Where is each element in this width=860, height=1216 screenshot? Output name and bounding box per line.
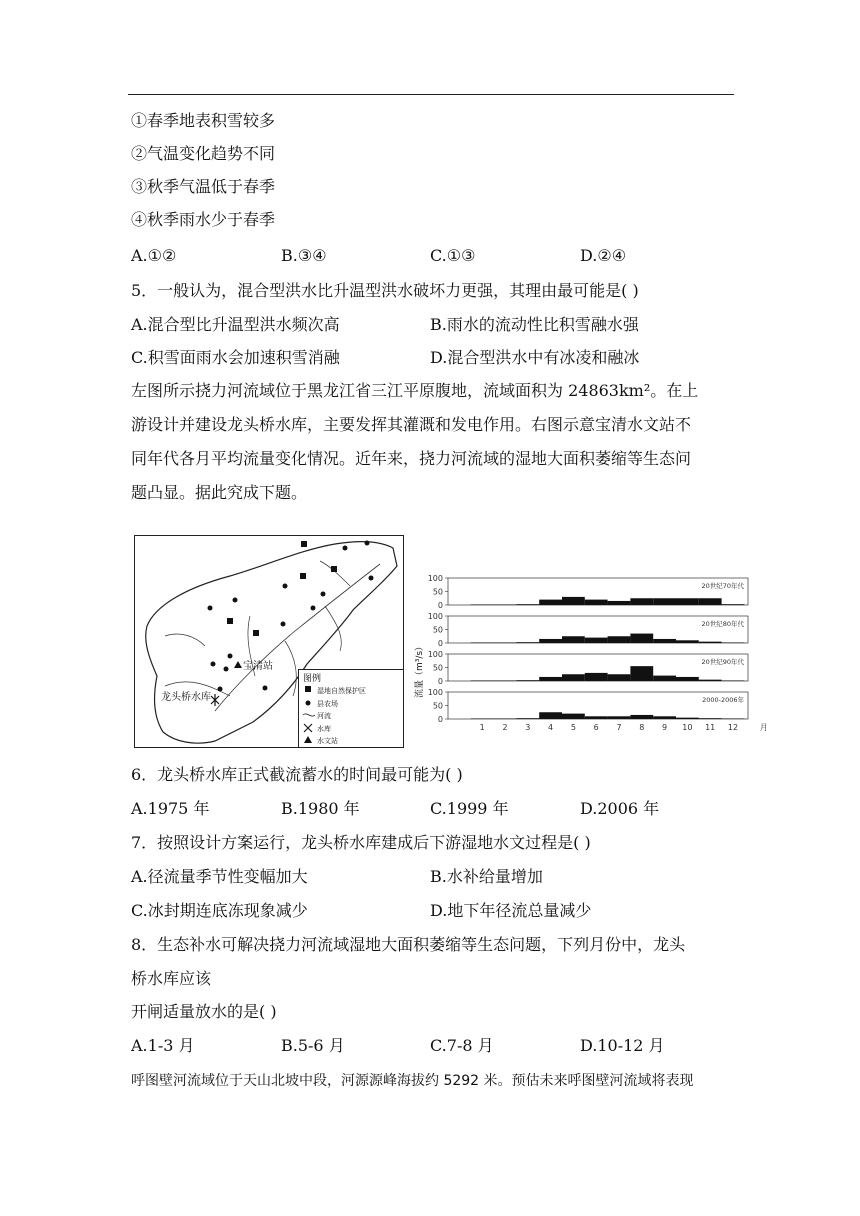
flow-bar [722,718,745,719]
flow-bar [608,601,631,605]
farm-marker [321,592,326,597]
q4-option-a[interactable]: A.①② [131,246,177,265]
q6-option-c[interactable]: C.1999 年 [430,799,509,818]
flow-bar [494,642,517,643]
next-passage: 呼图壁河流域位于天山北坡中段，河源源峰海拔约 5292 米。预估未来呼图壁河流域将表现 [131,1073,694,1089]
x-tick-label: 11 [705,723,716,732]
y-tick-label: 50 [432,701,443,711]
station-label: 宝清站 [243,661,273,672]
legend-farm-label: 县农场 [317,700,338,708]
flow-bar [676,718,699,719]
statement-4: ④秋季雨水少于春季 [131,210,276,229]
flow-bar [494,604,517,605]
reserve-marker [301,541,307,547]
reserve-marker [253,630,259,636]
flow-bar [471,642,494,643]
y-tick-label: 100 [427,574,443,583]
x-tick-label: 8 [639,723,645,732]
flow-bar [585,600,608,605]
legend-river-label: 河流 [317,712,331,720]
flow-bar [676,598,699,605]
legend-station-label: 水文站 [317,737,338,745]
q8-option-c[interactable]: C.7-8 月 [430,1036,494,1055]
x-tick-label: 10 [682,723,693,732]
farm-marker [311,606,316,611]
flow-bar [608,636,631,643]
q6-option-b[interactable]: B.1980 年 [281,799,360,818]
x-tick-label: 2 [502,723,508,732]
farm-marker [365,541,370,546]
flow-bar [539,600,562,605]
flow-bar [471,604,494,605]
q5-option-c[interactable]: C.积雪面雨水会加速积雪消融 [131,348,340,367]
x-tick-label: 6 [593,723,599,732]
q5-option-d[interactable]: D.混合型洪水中有冰凌和融冰 [430,348,640,367]
flow-bar [516,718,539,719]
intro-line-1: 左图所示挠力河流域位于黑龙江省三江平原腹地，流域面积为 24863km²。在上 [131,381,699,400]
series-name: 2000-2006年 [702,696,744,704]
flow-bar [653,676,676,681]
q4-option-b[interactable]: B.③④ [281,246,327,265]
farm-marker [343,546,348,551]
flow-bar [562,636,585,643]
x-tick-label: 1 [479,723,485,732]
x-axis-label: 月 [759,723,768,732]
flow-bar [699,680,722,681]
flow-bar [630,666,653,681]
header-rule [128,94,734,95]
y-tick-label: 50 [432,663,443,673]
flow-bar [539,712,562,719]
intro-line-3: 同年代各月平均流量变化情况。近年来，挠力河流域的湿地大面积萎缩等生态问 [131,449,692,468]
river-branch-6 [165,634,205,646]
question-5: 5．一般认为，混合型洪水比升温型洪水破坏力更强，其理由最可能是( ) [131,281,639,300]
y-tick-label: 50 [432,587,443,597]
flow-bar [516,642,539,643]
flow-bar [539,639,562,643]
farm-marker [281,622,286,627]
flow-bar [722,642,745,643]
flow-bar [630,598,653,605]
flow-bar [471,680,494,681]
reservoir-label: 龙头桥水库 [161,692,211,703]
legend-reservoir-label: 水库 [317,725,331,733]
farm-marker [211,662,216,667]
legend-station-icon [304,736,312,743]
flow-bar [699,718,722,719]
chart-panel [428,574,748,610]
hydro-station-marker [234,661,242,668]
flow-bar [516,680,539,681]
farm-marker [233,598,238,603]
q8-option-d[interactable]: D.10-12 月 [580,1036,665,1055]
legend-reserve-icon [305,686,311,692]
flow-bar [562,714,585,719]
flow-bar [699,598,722,605]
flow-bar [653,598,676,605]
flow-bar [608,716,631,719]
flow-bar [562,597,585,605]
map-legend-drawing [299,670,403,747]
farm-marker [263,686,268,691]
q4-option-d[interactable]: D.②④ [580,246,627,265]
x-tick-label: 5 [570,723,576,732]
flow-bar [539,677,562,681]
y-tick-label: 100 [427,612,443,621]
flow-bar [516,604,539,605]
flow-bar [494,718,517,719]
q7-option-c[interactable]: C.冰封期连底冻现象减少 [131,901,308,920]
chart-panel [428,650,748,686]
statement-1: ①春季地表积雪较多 [131,111,276,130]
question-8-line-2: 桥水库应该 [131,969,212,988]
river-branch-2 [285,641,296,696]
farm-marker [369,576,374,581]
y-tick-label: 50 [432,625,443,635]
q7-option-a[interactable]: A.径流量季节性变幅加大 [131,867,308,886]
legend-reservoir-icon [304,724,312,732]
farm-marker [224,667,229,672]
reserve-marker [300,573,306,579]
q5-option-b[interactable]: B.雨水的流动性比积雪融水强 [430,315,639,334]
x-tick-label: 7 [616,723,622,732]
question-6: 6．龙头桥水库正式截流蓄水的时间最可能为( ) [131,765,463,784]
flow-bar [630,634,653,643]
farm-marker [283,584,288,589]
y-tick-label: 100 [427,688,443,697]
question-8-line-1: 8．生态补水可解决挠力河流域湿地大面积萎缩等生态问题，下列月份中，龙头 [131,935,686,954]
river-branch-5 [320,561,350,586]
q5-option-a[interactable]: A.混合型比升温型洪水频次高 [131,315,340,334]
reservoir-marker [211,694,219,706]
flow-bar [608,674,631,681]
series-name: 20世纪90年代 [701,658,744,666]
x-tick-label: 9 [662,723,668,732]
question-8-line-3: 开闸适量放水的是( ) [131,1002,277,1021]
flow-bar [585,673,608,681]
legend-farm-icon [306,701,311,706]
y-tick-label: 0 [437,715,443,724]
flow-bar [585,638,608,643]
reserve-marker [331,566,337,572]
flow-bar [699,642,722,643]
q8-option-b[interactable]: B.5-6 月 [281,1036,345,1055]
flow-chart [408,572,768,747]
q6-option-d[interactable]: D.2006 年 [580,799,660,818]
q7-option-b[interactable]: B.水补给量增加 [430,867,543,886]
flow-bar [653,716,676,719]
x-tick-label: 3 [525,723,531,732]
statement-3: ③秋季气温低于春季 [131,177,276,196]
x-tick-label: 4 [548,723,554,732]
flow-bar [562,674,585,681]
question-7: 7．按照设计方案运行，龙头桥水库建成后下游湿地水文过程是( ) [131,833,591,852]
flow-bar [722,604,745,605]
q7-option-d[interactable]: D.地下年径流总量减少 [430,901,592,920]
y-tick-label: 0 [437,639,443,648]
series-name: 20世纪80年代 [701,620,744,628]
y-tick-label: 0 [437,601,443,610]
legend-river-icon [303,714,315,716]
flow-bar [585,716,608,719]
q8-option-a[interactable]: A.1-3 月 [131,1036,195,1055]
flow-bar [676,677,699,681]
q6-option-a[interactable]: A.1975 年 [131,799,210,818]
series-name: 20世纪70年代 [701,582,744,590]
flow-bar [653,639,676,643]
x-tick-label: 12 [727,723,739,732]
q4-option-c[interactable]: C.①③ [430,246,476,265]
legend-title: 图例 [303,674,322,684]
chart-panel [428,688,748,724]
intro-line-2: 游设计并建设龙头桥水库，主要发挥其灌溉和发电作用。右图示意宝清水文站不 [131,415,692,434]
reserve-marker [227,618,233,624]
flow-bar [722,680,745,681]
statement-2: ②气温变化趋势不同 [131,144,276,163]
flow-bar [676,640,699,643]
y-tick-label: 100 [427,650,443,659]
flow-bar [630,715,653,719]
y-tick-label: 0 [437,677,443,686]
intro-line-4: 题凸显。据此究成下题。 [131,483,308,502]
flow-bar [494,680,517,681]
legend-reserve-label: 湿地自然保护区 [317,687,366,695]
farm-marker [228,654,233,659]
flow-bar [471,718,494,719]
farm-marker [208,606,213,611]
farm-marker [218,687,223,692]
map-legend [298,669,403,747]
chart-panel [428,612,748,648]
chart-ylabel: 流量（m³/s） [415,641,425,699]
